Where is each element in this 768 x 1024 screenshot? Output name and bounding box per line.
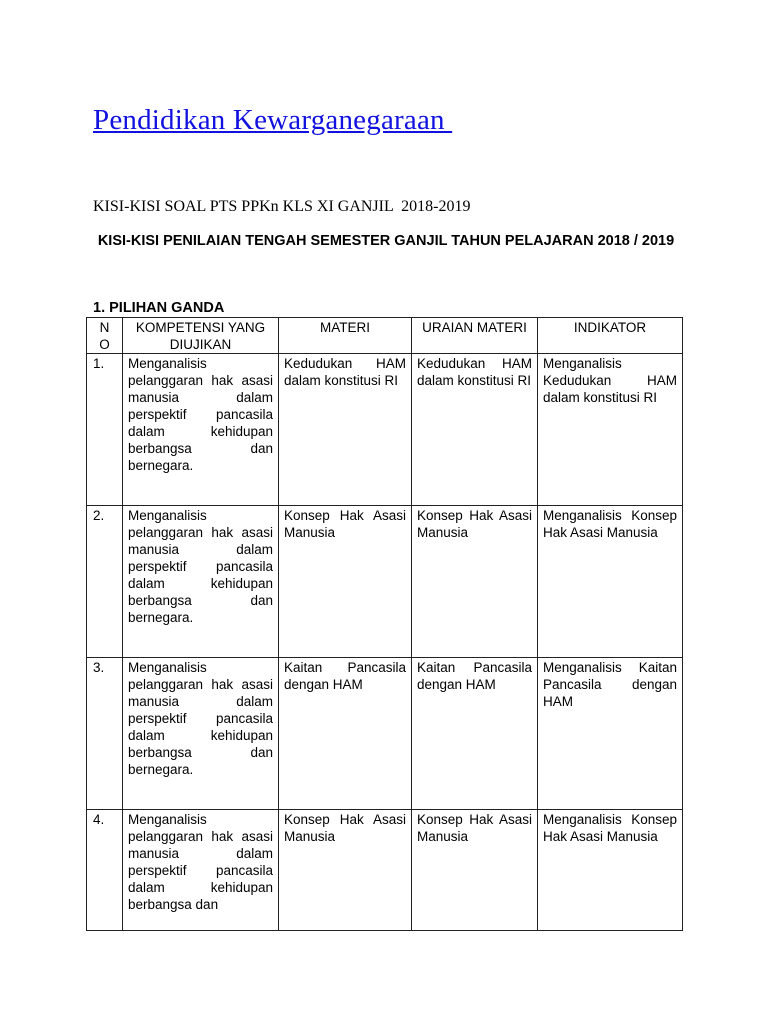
document-subtitle: KISI-KISI SOAL PTS PPKn KLS XI GANJIL 2018-2019 bbox=[93, 198, 471, 215]
cell-indikator: Menganalisis Konsep Hak Asasi Manusia bbox=[538, 506, 683, 658]
cell-materi: Kaitan Pancasila dengan HAM bbox=[279, 658, 412, 810]
cell-kompetensi-text: Menganalisis pelanggaran hak asasi manusia dalam perspektif pancasila dalam kehidupan berbangsa dan bbox=[128, 812, 273, 912]
cell-no: 1. bbox=[87, 354, 123, 506]
kisi-kisi-table bbox=[86, 317, 683, 931]
header-uraian: URAIAN MATERI bbox=[412, 318, 538, 354]
cell-indikator: Menganalisis Konsep Hak Asasi Manusia bbox=[538, 810, 683, 931]
cell-kompetensi bbox=[123, 810, 279, 931]
cell-materi: Kedudukan HAM dalam konstitusi RI bbox=[279, 354, 412, 506]
cell-no: 2. bbox=[87, 506, 123, 658]
cell-materi: Konsep Hak Asasi Manusia bbox=[279, 810, 412, 931]
table-row bbox=[87, 658, 683, 810]
cell-kompetensi: Menganalisis pelanggaran hak asasi manusia dalam perspektif pancasila dalam kehidupan berbangsa dan bernegara. bbox=[123, 354, 279, 506]
cell-indikator: Menganalisis Kaitan Pancasila dengan HAM bbox=[538, 658, 683, 810]
table-row bbox=[87, 810, 683, 931]
cell-uraian: Kaitan Pancasila dengan HAM bbox=[412, 658, 538, 810]
header-materi: MATERI bbox=[279, 318, 412, 354]
header-no: N O bbox=[87, 318, 123, 354]
table-row bbox=[87, 506, 683, 658]
cell-no: 4. bbox=[87, 810, 123, 931]
cell-materi: Konsep Hak Asasi Manusia bbox=[279, 506, 412, 658]
cell-no: 3. bbox=[87, 658, 123, 810]
document-title-link[interactable]: Pendidikan Kewarganegaraan bbox=[93, 104, 453, 136]
cell-kompetensi: Menganalisis pelanggaran hak asasi manusia dalam perspektif pancasila dalam kehidupan berbangsa dan bernegara. bbox=[123, 658, 279, 810]
table-row bbox=[87, 354, 683, 506]
header-indikator: INDIKATOR bbox=[538, 318, 683, 354]
section-heading: 1. PILIHAN GANDA bbox=[93, 300, 225, 316]
cell-uraian: Konsep Hak Asasi Manusia bbox=[412, 506, 538, 658]
table-header-row bbox=[87, 318, 683, 354]
header-kompetensi: KOMPETENSI YANG DIUJIKAN bbox=[123, 318, 279, 354]
cell-uraian: Konsep Hak Asasi Manusia bbox=[412, 810, 538, 931]
cell-kompetensi: Menganalisis pelanggaran hak asasi manusia dalam perspektif pancasila dalam kehidupan berbangsa dan bernegara. bbox=[123, 506, 279, 658]
cell-uraian: Kedudukan HAM dalam konstitusi RI bbox=[412, 354, 538, 506]
assessment-heading: KISI-KISI PENILAIAN TENGAH SEMESTER GANJIL TAHUN PELAJARAN 2018 / 2019 bbox=[97, 233, 675, 249]
cell-indikator: Menganalisis Kedudukan HAM dalam konstitusi RI bbox=[538, 354, 683, 506]
